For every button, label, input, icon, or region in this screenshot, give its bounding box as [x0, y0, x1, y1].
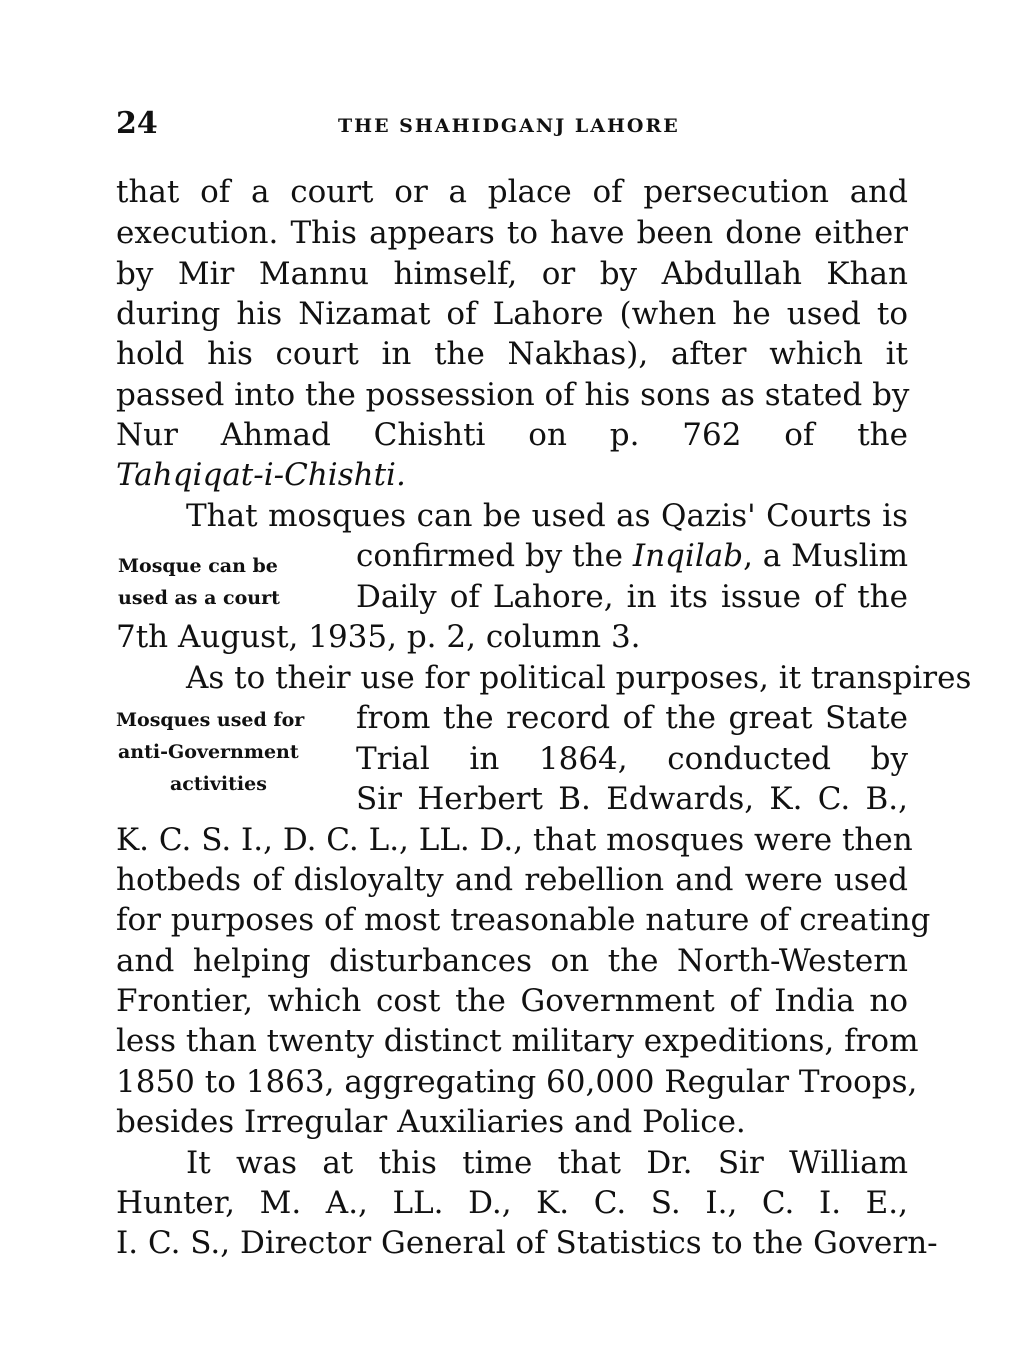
margin-note-line: activities: [170, 773, 267, 795]
text-line: Daily of Lahore, in its issue of the: [356, 579, 908, 615]
text-span: confirmed by the: [356, 538, 633, 574]
text-line: by Mir Mannu himself, or by Abdullah Khan: [116, 256, 908, 292]
text-line: [356, 536, 908, 576]
text-line: passed into the possession of his sons as stated by: [116, 377, 910, 413]
newspaper-title: Inqilab: [632, 538, 744, 574]
text-line: Frontier, which cost the Government of India no: [116, 983, 908, 1019]
page-number: 24: [116, 106, 158, 141]
text-line: during his Nizamat of Lahore (when he used to: [116, 296, 908, 332]
text-line: It was at this time that Dr. Sir William: [186, 1145, 908, 1181]
text-line: less than twenty distinct military expeditions, from: [116, 1023, 919, 1059]
text-line: and helping disturbances on the North-Western: [116, 943, 908, 979]
margin-note-line: used as a court: [118, 587, 280, 609]
text-span: , a Muslim: [743, 538, 908, 574]
text-line: K. C. S. I., D. C. L., LL. D., that mosques were then: [116, 822, 913, 858]
text-line: hold his court in the Nakhas), after which it: [116, 336, 908, 372]
text-line: 7th August, 1935, p. 2, column 3.: [116, 619, 641, 655]
text-line: Trial in 1864, conducted by: [356, 741, 908, 777]
text-line-book-title: Tahqiqat-i-Chishti.: [116, 457, 406, 493]
page-header: [116, 104, 908, 144]
text-line: for purposes of most treasonable nature of creating: [116, 902, 931, 938]
text-line: hotbeds of disloyalty and rebellion and were used: [116, 862, 908, 898]
text-line: Nur Ahmad Chishti on p. 762 of the: [116, 417, 908, 453]
text-line: 1850 to 1863, aggregating 60,000 Regular Troops,: [116, 1064, 918, 1100]
text-line: I. C. S., Director General of Statistics to the Govern-: [116, 1225, 938, 1261]
text-line: Hunter, M. A., LL. D., K. C. S. I., C. I. E.,: [116, 1185, 908, 1221]
margin-note-line: anti-Government: [118, 741, 299, 763]
text-line: besides Irregular Auxiliaries and Police.: [116, 1104, 746, 1140]
running-head: THE SHAHIDGANJ LAHORE: [338, 115, 680, 137]
text-line: As to their use for political purposes, it transpires: [186, 660, 972, 696]
text-line: that of a court or a place of persecution and: [116, 174, 908, 210]
text-line: Sir Herbert B. Edwards, K. C. B.,: [356, 781, 908, 817]
text-line: That mosques can be used as Qazis' Courts is: [186, 498, 908, 534]
text-line: execution. This appears to have been done either: [116, 215, 908, 251]
text-line: from the record of the great State: [356, 700, 908, 736]
margin-note-line: Mosques used for: [116, 709, 305, 731]
margin-note-line: Mosque can be: [118, 555, 278, 577]
